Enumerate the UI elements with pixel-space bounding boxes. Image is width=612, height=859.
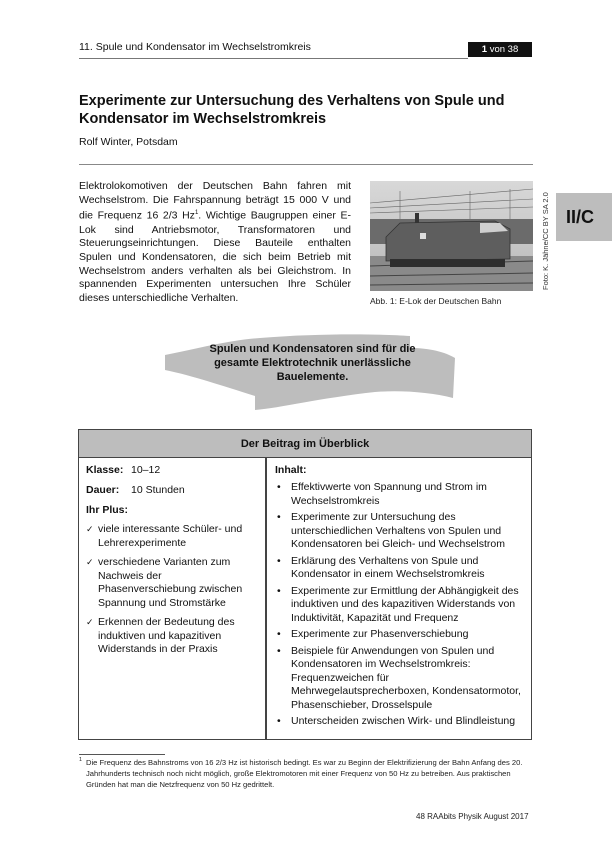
inhalt-item (275, 628, 525, 642)
title-divider (79, 164, 533, 165)
dauer-value: 10 Stunden (131, 484, 185, 496)
checkmark-icon: ✓ (86, 617, 94, 627)
klasse-label: Klasse: (86, 464, 124, 476)
footnote (79, 757, 539, 790)
overview-title: Der Beitrag im Überblick (79, 430, 531, 458)
footnote-text: Die Frequenz des Bahnstroms von 16 2/3 Hz ist historisch bedingt. Es war zu Beginn der Elektrifizierung der Bahn Anfang des 20. Jahrhunderts technisch noch nicht möglich, große Elektromotoren mit einer Frequenz von 50 Hz zu betreiben. Aus praktischen Gründen hat man die Netzfrequenz von 50 Hz gedrittelt. (86, 758, 523, 789)
section-tab: II/C (556, 193, 612, 241)
inhalt-item (275, 555, 525, 582)
inhalt-title: Inhalt: (275, 464, 307, 476)
page-total: von 38 (489, 44, 519, 55)
bullet-icon: • (277, 584, 281, 597)
inhalt-item (275, 585, 525, 626)
locomotive-photo (370, 181, 533, 291)
plus-item-text: viele interessante Schüler- und Lehrerexperimente (98, 523, 243, 549)
checkmark-icon: ✓ (86, 524, 94, 534)
header-divider (79, 58, 468, 59)
footnote-marker: 1 (79, 757, 83, 763)
photo-credit: Foto: K. Jähne/CC BY SA 2.0 (541, 192, 550, 290)
inhalt-item-text: Unterscheiden zwischen Wirk- und Blindleistung (291, 715, 516, 727)
inhalt-item-text: Experimente zur Phasenverschiebung (291, 628, 469, 640)
plus-item (86, 556, 258, 610)
bullet-icon: • (277, 481, 281, 493)
inhalt-item (275, 715, 525, 729)
bullet-icon: • (277, 628, 281, 640)
inhalt-item (275, 645, 525, 713)
imprint: 48 RAAbits Physik August 2017 (416, 812, 529, 821)
bullet-icon: • (277, 511, 281, 523)
klasse-row (86, 464, 258, 477)
intro-text-1: Elektrolokomotiven der Deutschen Bahn fahren mit Wechselstrom. Die Fahrspannung beträgt 15 000 V und die Frequenz 16 2/3 Hz (79, 180, 351, 222)
overview-left-column (86, 464, 258, 663)
page-current: 1 (481, 44, 488, 55)
inhalt-item-text: Beispiele für Anwendungen von Spulen und Kondensatoren im Wechselstromkreis: Frequenzweichen für Mehrwegelautsprecherboxen, Kondensatormotor, Phasenschieber, Drosselspule (291, 644, 521, 711)
inhalt-item (275, 511, 525, 552)
footnote-ref[interactable]: 1 (194, 210, 199, 217)
plus-item (86, 523, 258, 550)
klasse-value: 10–12 (131, 464, 161, 476)
footnote-divider (79, 754, 165, 755)
article-title: Experimente zur Untersuchung des Verhaltens von Spule und Kondensator im Wechselstromkreis (79, 93, 505, 127)
bullet-icon: • (277, 715, 281, 727)
plus-item (86, 616, 258, 657)
overview-box (78, 429, 532, 740)
dauer-row (86, 484, 258, 497)
bullet-icon: • (277, 644, 281, 657)
running-title: 11. Spule und Kondensator im Wechselstromkreis (79, 41, 311, 53)
inhalt-item-text: Effektivwerte von Spannung und Strom im Wechselstromkreis (291, 481, 487, 507)
intro-paragraph (79, 180, 351, 306)
dauer-label: Dauer: (86, 484, 120, 496)
checkmark-icon: ✓ (86, 557, 94, 567)
plus-item-text: verschiedene Varianten zum Nachweis der Phasenverschiebung zwischen Spannung und Stromstärke (98, 556, 243, 609)
locomotive-illustration (370, 181, 533, 291)
banner-text: Spulen und Kondensatoren sind für die gesamte Elektrotechnik unerlässliche Bauelemente. (209, 343, 416, 383)
plus-title: Ihr Plus: (86, 504, 129, 516)
plus-item-text: Erkennen der Bedeutung des induktiven und kapazitiven Widerstands in der Praxis (98, 616, 235, 655)
intro-text-2: . Wichtige Baugruppen einer E-Lok sind Antriebsmotor, Transformatoren und Steuerungseinrichtungen. Diese Bauteile enthalten Spulen und Kondensatoren, die sich beim Betrieb mit Wechselstrom anders verhalten als bei Gleichstrom. In spannenden Experimenten untersuchen Ihre Schüler dieses unterschiedliche Verhalten. (79, 209, 351, 305)
article-author: Rolf Winter, Potsdam (79, 136, 178, 148)
overview-right-column (275, 464, 525, 732)
figure-caption: Abb. 1: E-Lok der Deutschen Bahn (370, 296, 502, 306)
overview-column-divider (265, 457, 267, 739)
inhalt-item-text: Experimente zur Ermittlung der Abhängigkeit des induktiven und des kapazitiven Widerstands von Induktivität, Kapazität und Frequenz (291, 584, 519, 624)
inhalt-item (275, 481, 525, 508)
page-indicator (468, 42, 532, 57)
inhalt-item-text: Erklärung des Verhaltens von Spule und Kondensator in einem Wechselstromkreis (291, 554, 485, 580)
inhalt-item-text: Experimente zur Untersuchung des unterschiedlichen Verhaltens von Spulen und Kondensatoren bei Gleich- und Wechselstrom (291, 511, 506, 550)
bullet-icon: • (277, 554, 281, 567)
